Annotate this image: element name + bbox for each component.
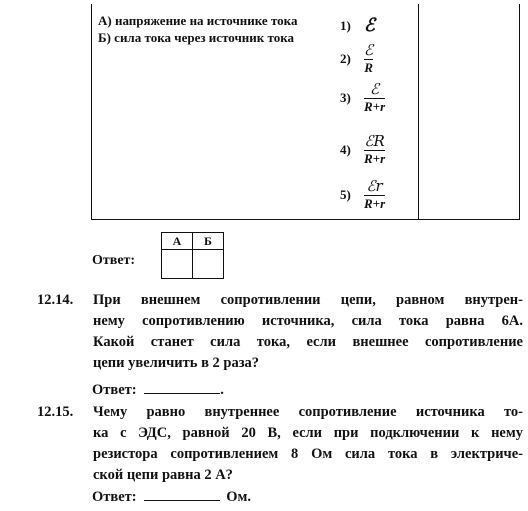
formula-denominator: R+r: [364, 151, 386, 166]
formula-numerator: ℰ: [364, 41, 374, 59]
item-a: А) напряжение на источнике тока: [98, 13, 298, 28]
option-number: 5): [340, 186, 351, 202]
formula-numerator: ℰr: [366, 177, 383, 195]
problem-line: ка с ЭДС, равной 20 В, если при подключении к нему: [93, 425, 523, 441]
emf-symbol: ℰ: [364, 15, 375, 36]
option-1: [340, 16, 375, 36]
answer-label: Ответ:: [92, 489, 137, 505]
item-b: Б) сила тока через источник тока: [98, 30, 295, 45]
problem-text: [93, 290, 523, 374]
column-divider: [418, 4, 419, 219]
problem-12-15: [37, 402, 523, 486]
option-5: [340, 178, 385, 211]
option-number: 1): [340, 18, 351, 33]
answer-line-12-14: [92, 381, 224, 399]
formula-denominator: R+r: [364, 99, 386, 114]
problem-number: 12.14.: [37, 292, 74, 308]
formula-numerator: ℰR: [364, 132, 385, 150]
quantities-column: [98, 12, 297, 46]
answer-cell-a[interactable]: [162, 250, 193, 279]
answer-suffix: .: [220, 382, 224, 398]
problem-line: При внешнем сопротивлении цепи, равном внутрен-: [93, 292, 523, 308]
option-3: [340, 81, 385, 114]
answer-line-12-15: [92, 488, 251, 506]
option-4: [340, 133, 385, 166]
problem-number: 12.15.: [37, 404, 74, 420]
formula-fraction: [364, 133, 385, 166]
answer-suffix: Ом.: [226, 489, 252, 505]
answer-label: Ответ:: [92, 253, 136, 268]
option-number: 2): [340, 50, 351, 66]
problem-line: ской цепи равна 2 А?: [93, 467, 233, 483]
option-2: [340, 42, 373, 75]
problem-line: Какой станет сила тока, если внешнее сопротивление: [93, 334, 523, 350]
formula-fraction: [364, 42, 373, 75]
formula-numerator: ℰ: [370, 80, 380, 98]
problem-text: [93, 402, 523, 486]
problem-line: резистора сопротивлением 8 Ом сила тока в электриче-: [93, 446, 523, 462]
problem-line: Чему равно внутреннее сопротивление источника то-: [93, 404, 523, 420]
formula-fraction: [364, 81, 385, 114]
formula-denominator: R+r: [364, 196, 386, 211]
answer-header-b: Б: [193, 233, 224, 250]
matching-table: [91, 4, 520, 220]
problem-line: цепи увеличить в 2 раза?: [93, 355, 260, 371]
answer-blank[interactable]: [144, 488, 220, 501]
answer-blank[interactable]: [144, 381, 220, 394]
formula-denominator: R: [364, 60, 373, 75]
option-number: 4): [340, 141, 351, 157]
formula-fraction: [364, 178, 385, 211]
option-number: 3): [340, 89, 351, 105]
answer-header-a: А: [162, 233, 193, 250]
problem-line: нему сопротивлению источника, сила тока равна 6А.: [93, 313, 523, 329]
answer-label: Ответ:: [92, 382, 137, 398]
problem-12-14: [37, 290, 523, 374]
answer-grid: [161, 232, 224, 279]
answer-cell-b[interactable]: [193, 250, 224, 279]
